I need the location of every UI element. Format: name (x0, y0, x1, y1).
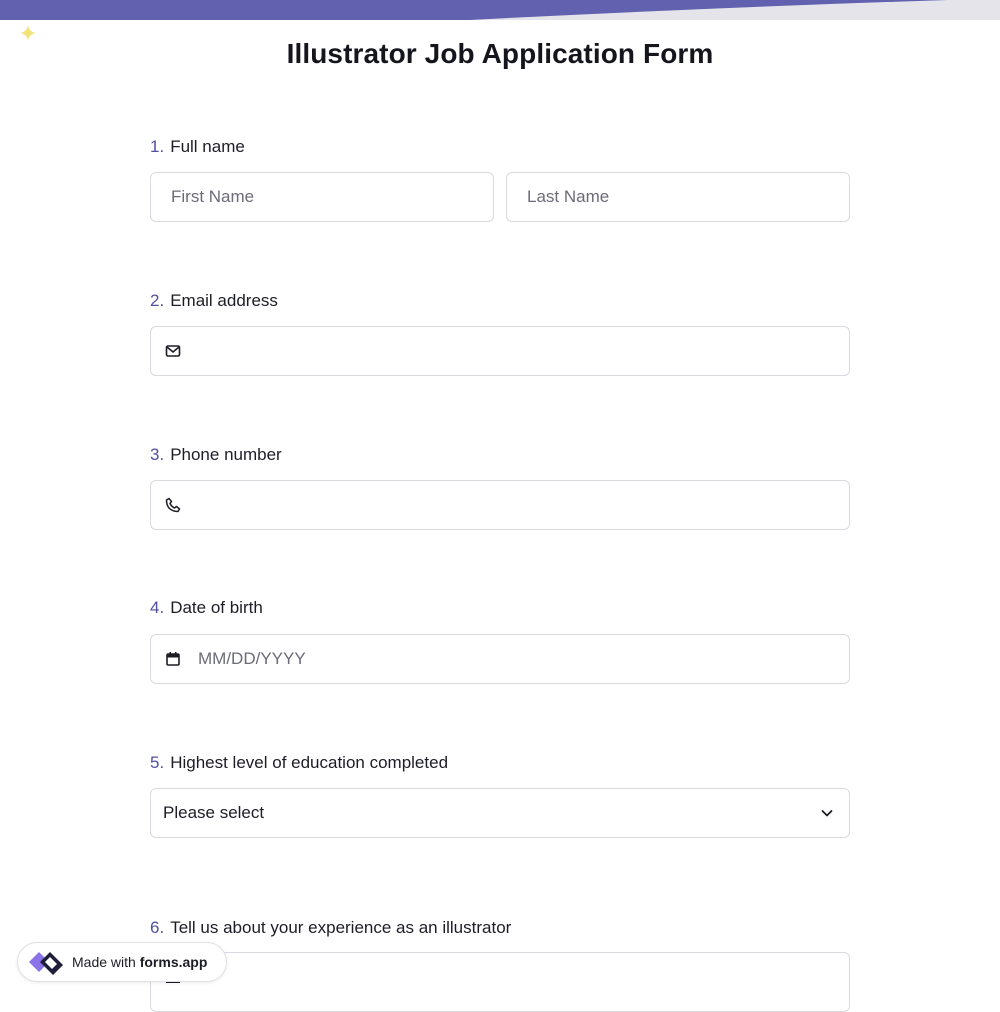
question-number: 5. (150, 753, 165, 772)
chevron-down-icon (819, 805, 835, 821)
question-label (150, 751, 850, 775)
question-label (150, 135, 850, 159)
education-selected-value: Please select (163, 803, 265, 822)
question-text: Full name (170, 137, 245, 156)
email-input[interactable] (150, 326, 850, 376)
question-label (150, 289, 850, 313)
envelope-icon (164, 342, 182, 360)
question-label (150, 596, 850, 620)
question-education (150, 751, 850, 775)
question-number: 6. (150, 918, 165, 937)
question-text: Highest level of education completed (170, 753, 449, 772)
badge-brand: forms.app (139, 954, 208, 970)
question-text: Tell us about your experience as an illustrator (170, 918, 512, 937)
first-name-placeholder: First Name (171, 187, 255, 206)
question-number: 1. (150, 137, 165, 156)
education-select[interactable] (150, 788, 850, 838)
date-placeholder: MM/DD/YYYY (198, 649, 306, 668)
made-with-formsapp-badge[interactable] (17, 942, 227, 982)
question-text: Email address (170, 291, 278, 310)
question-experience (150, 916, 850, 940)
last-name-input[interactable] (506, 172, 850, 222)
phone-input[interactable] (150, 480, 850, 530)
question-phone (150, 443, 850, 467)
question-number: 2. (150, 291, 165, 310)
question-date-of-birth (150, 596, 850, 620)
question-label (150, 443, 850, 467)
question-email (150, 289, 850, 313)
phone-icon (164, 496, 182, 514)
calendar-icon (164, 650, 182, 668)
form-title: Illustrator Job Application Form (286, 38, 714, 69)
first-name-input[interactable] (150, 172, 494, 222)
experience-textarea[interactable] (150, 952, 850, 1012)
question-number: 4. (150, 598, 165, 617)
badge-made-with: Made with (72, 954, 136, 970)
question-full-name (150, 135, 850, 159)
question-text: Phone number (170, 445, 282, 464)
last-name-placeholder: Last Name (527, 187, 610, 206)
question-number: 3. (150, 445, 165, 464)
formsapp-logo-icon (26, 946, 66, 978)
header-banner (0, 0, 1000, 20)
badge-text (72, 954, 207, 970)
question-text: Date of birth (170, 598, 263, 617)
question-label (150, 916, 850, 940)
date-of-birth-input[interactable] (150, 634, 850, 684)
